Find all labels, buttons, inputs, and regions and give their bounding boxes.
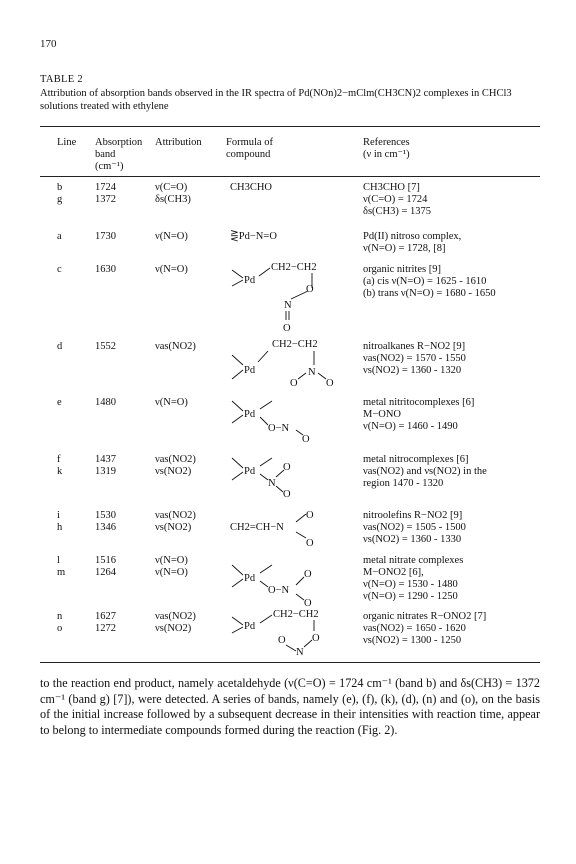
header-references: References (ν in cm⁻¹): [363, 137, 410, 160]
svg-text:O: O: [290, 378, 298, 389]
svg-text:CH2−CH2: CH2−CH2: [272, 339, 318, 350]
structure-organic-nitrite: [228, 258, 338, 339]
header-formula: Formula of compound: [226, 137, 273, 160]
svg-text:O−N: O−N: [268, 423, 290, 434]
svg-text:Pd: Pd: [244, 621, 256, 632]
svg-text:O: O: [326, 378, 334, 389]
table-bottom-rule: [40, 662, 540, 663]
structure-nitroalkane: [228, 335, 348, 394]
structure-nitroolefin: [228, 506, 338, 553]
svg-text:Pd: Pd: [244, 365, 256, 376]
svg-text:O: O: [306, 538, 314, 548]
svg-text:N: N: [284, 300, 292, 311]
svg-text:O: O: [304, 598, 312, 607]
header-attribution: Attribution: [155, 137, 202, 148]
svg-text:Pd: Pd: [244, 466, 256, 477]
structure-nitrate-complex: [228, 555, 338, 612]
svg-text:Pd: Pd: [244, 409, 256, 420]
svg-text:O: O: [302, 434, 310, 443]
table-top-rule: [40, 126, 540, 127]
svg-text:O: O: [278, 635, 286, 646]
svg-text:CH2=CH−N: CH2=CH−N: [230, 522, 284, 533]
svg-text:Pd: Pd: [244, 573, 256, 584]
svg-text:N: N: [308, 367, 316, 378]
svg-text:Pd: Pd: [244, 275, 256, 286]
structure-nitro-complex: [228, 450, 328, 503]
svg-text:O: O: [283, 323, 291, 334]
table-caption: Attribution of absorption bands observed in the IR spectra of Pd(NOn)2−mClm(CH3CN)2 complexes in CHCl3 solutions treated with ethylene: [40, 88, 512, 112]
header-band: Absorption band (cm⁻¹): [95, 137, 143, 172]
svg-text:CH2−CH2: CH2−CH2: [273, 609, 319, 620]
header-line: Line: [57, 137, 77, 148]
svg-text:O: O: [312, 633, 320, 644]
svg-text:O: O: [304, 569, 312, 580]
svg-text:O: O: [283, 462, 291, 473]
svg-text:O−N: O−N: [268, 585, 290, 596]
table-label: TABLE 2: [40, 74, 83, 85]
svg-text:O: O: [306, 510, 314, 521]
structure-nitrito: [228, 395, 338, 448]
structure-organic-nitrate: [228, 605, 348, 662]
svg-text:O: O: [283, 489, 291, 498]
svg-text:N: N: [296, 647, 304, 657]
header-rule: [40, 176, 540, 177]
body-paragraph: to the reaction end product, namely acetaldehyde (ν(C=O) = 1724 cm⁻¹ (band b) and δs(CH3) = 1372 cm⁻¹ (band g) [7]), were detected. A series of bands, namely (e), (f), (k), (d), (n) and (o), on the basis of the initial increase followed by a subsequent decrease in their intensities with reaction time, appear to belong to intermediate compounds formed during the reaction (Fig. 2).: [40, 676, 540, 737]
svg-text:CH2−CH2: CH2−CH2: [271, 262, 317, 273]
page-number: 170: [40, 38, 57, 50]
svg-text:N: N: [268, 478, 276, 489]
svg-text:O: O: [306, 284, 314, 295]
